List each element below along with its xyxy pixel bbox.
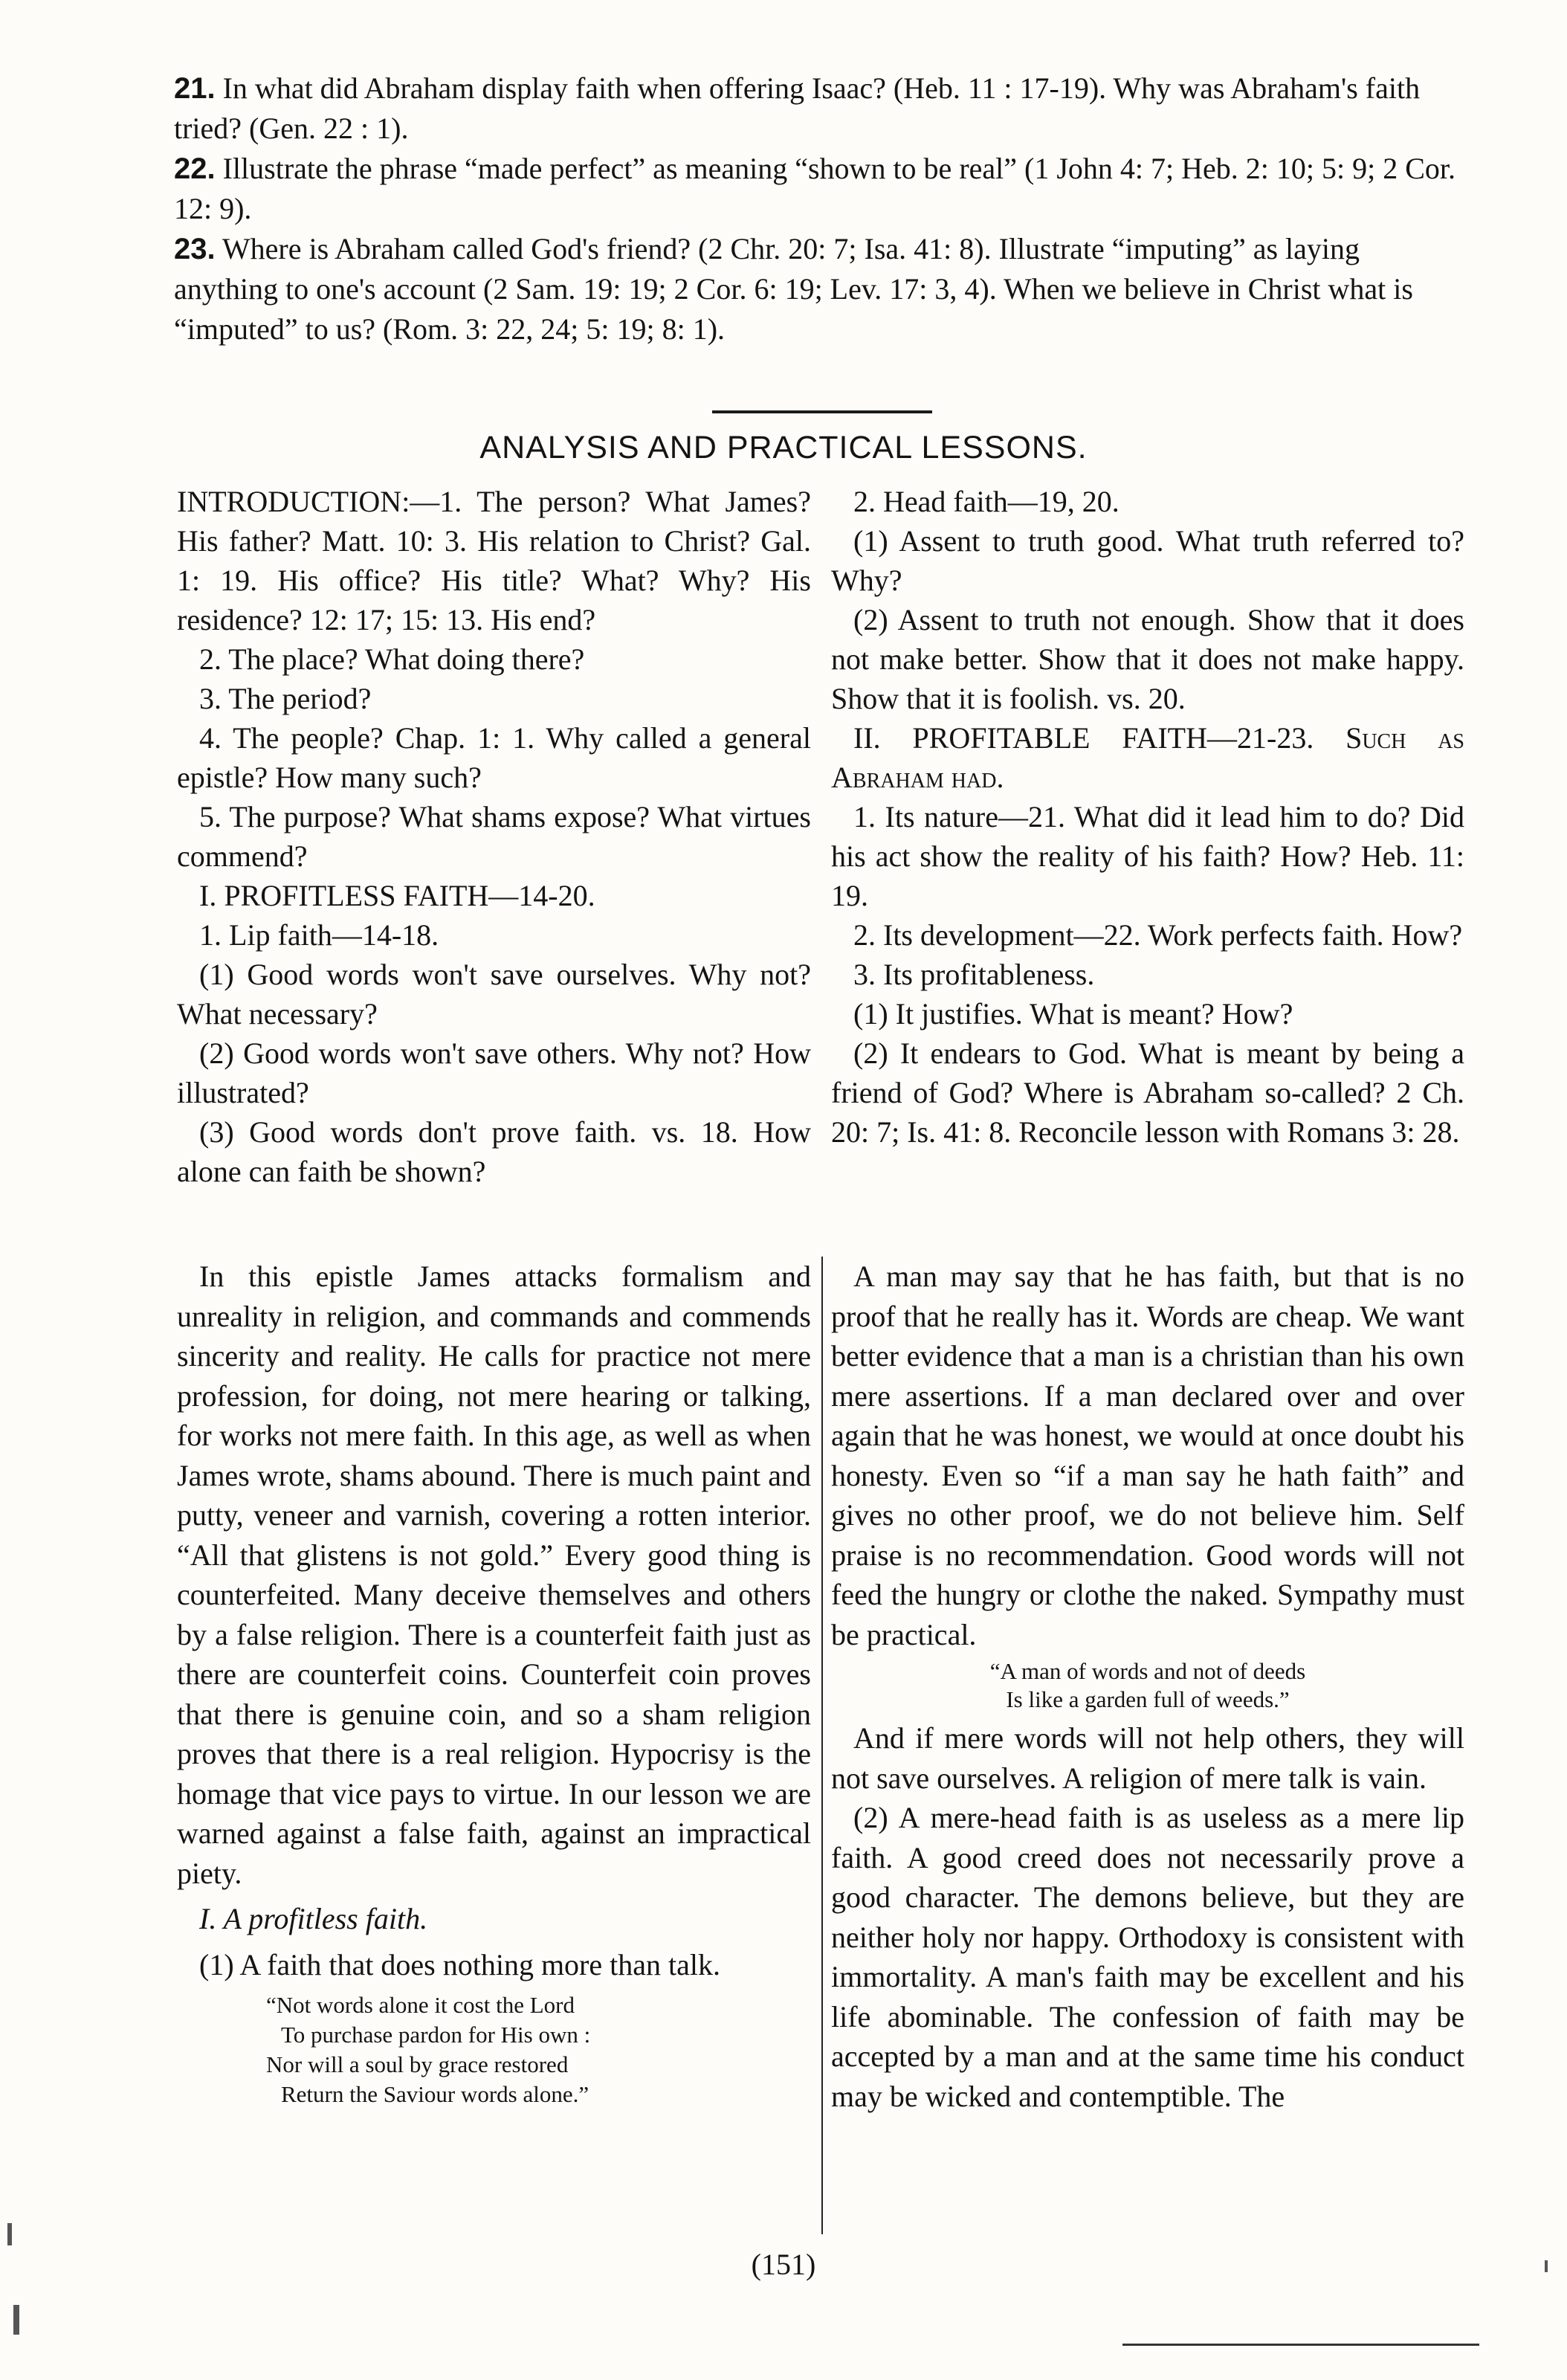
commentary-paragraph: And if mere words will not help others, they will not save ourselves. A religion of mere talk is vain. xyxy=(831,1721,1464,1795)
question-23 xyxy=(174,229,1461,349)
quoted-verse xyxy=(831,1657,1464,1714)
analysis-item: (1) Assent to truth good. What truth referred to? Why? xyxy=(831,524,1464,597)
analysis-left-column xyxy=(177,482,811,1191)
verse-line: “A man of words and not of deeds xyxy=(989,1658,1306,1684)
commentary-right-column xyxy=(831,1257,1464,2116)
analysis-item: (2) Good words won't save others. Why not? How illustrated? xyxy=(177,1036,811,1109)
analysis-item: 3. Its profitableness. xyxy=(853,958,1095,991)
analysis-item: 1. Lip faith—14-18. xyxy=(199,918,439,952)
section-divider xyxy=(712,410,932,413)
verse-line: Is like a garden full of weeds.” xyxy=(1006,1686,1290,1712)
question-text: Illustrate the phrase “made perfect” as meaning “shown to be real” (1 John 4: 7; Heb. 2: 10; 5: 9; 2 Cor. 12: 9). xyxy=(174,152,1456,225)
question-21 xyxy=(174,68,1461,149)
analysis-item: 5. The purpose? What shams expose? What virtues commend? xyxy=(177,800,811,873)
bottom-rule xyxy=(1122,2344,1479,2346)
analysis-item: (2) Assent to truth not enough. Show that it does not make better. Show that it does not make happy. Show that it is foolish. vs. 20. xyxy=(831,603,1464,715)
page-number: (151) xyxy=(751,2248,816,2281)
question-number: 21. xyxy=(174,72,216,105)
subsection-heading: I. A profitless faith. xyxy=(199,1902,428,1935)
section-heading: ANALYSIS AND PRACTICAL LESSONS. xyxy=(479,430,1088,465)
question-number: 22. xyxy=(174,152,216,185)
scan-mark xyxy=(13,2305,19,2335)
analysis-item: (2) It endears to God. What is meant by being a friend of God? Where is Abraham so-called? 2 Ch. 20: 7; Is. 41: 8. Reconcile lesson with Romans 3: 28. xyxy=(831,1036,1464,1149)
verse-line: Return the Saviour words alone.” xyxy=(281,2081,589,2107)
verse-line: Nor will a soul by grace restored xyxy=(266,2051,569,2077)
question-text: In what did Abraham display faith when offering Isaac? (Heb. 11 : 17-19). Why was Abraham's faith tried? (Gen. 22 : 1). xyxy=(174,71,1421,145)
analysis-item: 4. The people? Chap. 1: 1. Why called a general epistle? How many such? xyxy=(177,721,811,794)
commentary-paragraph: A man may say that he has faith, but that is no proof that he really has it. Words are cheap. We want better evidence that a man is a christian than his own mere assertions. If a man declared over and over again that he was honest, we would at once doubt his honesty. Even so “if a man say he hath faith” and gives no other proof, we do not believe him. Self praise is no recommendation. Good words will not feed the hungry or clothe the naked. Sympathy must be practical. xyxy=(831,1260,1464,1651)
question-number: 23. xyxy=(174,233,216,265)
question-22 xyxy=(174,149,1461,229)
subsection-text: (1) A faith that does nothing more than talk. xyxy=(199,1947,720,1981)
analysis-item: II. PROFITABLE FAITH—21-23. Such as Abraham had. xyxy=(831,721,1464,794)
commentary-left-column xyxy=(177,1257,811,2109)
quoted-verse xyxy=(266,1990,811,2109)
scan-mark xyxy=(7,2223,12,2245)
question-text: Where is Abraham called God's friend? (2 Chr. 20: 7; Isa. 41: 8). Illustrate “imputing” as laying anything to one's account (2 Sam. 19: 19; 2 Cor. 6: 19; Lev. 17: 3, 4). When we believe in Christ what is “imputed” to us? (Rom. 3: 22, 24; 5: 19; 8: 1). xyxy=(174,232,1413,346)
analysis-item: 2. Head faith—19, 20. xyxy=(853,485,1119,518)
analysis-item: I. PROFITLESS FAITH—14-20. xyxy=(199,879,595,912)
questions-block xyxy=(174,68,1461,349)
analysis-item: (3) Good words don't prove faith. vs. 18. How alone can faith be shown? xyxy=(177,1115,811,1188)
analysis-item: (1) Good words won't save ourselves. Why not? What necessary? xyxy=(177,958,811,1031)
commentary-paragraph: In this epistle James attacks formalism and unreality in religion, and commands and commends sincerity and reality. He calls for practice not mere profession, for doing, not mere hearing or talking, for works not mere faith. In this age, as well as when James wrote, shams abound. There is much paint and putty, veneer and varnish, covering a rotten interior. “All that glistens is not gold.” Every good thing is counterfeited. Many deceive themselves and others by a false religion. There is a counterfeit faith just as there are counterfeit coins. Counterfeit coin proves that there is genuine coin, and so a sham religion proves that there is a real religion. Hypocrisy is the homage that vice pays to virtue. In our lesson we are warned against a false faith, against an impractical piety. xyxy=(177,1260,811,1890)
analysis-item: 2. The place? What doing there? xyxy=(199,642,585,676)
analysis-item: 1. Its nature—21. What did it lead him to do? Did his act show the reality of his faith? How? Heb. 11: 19. xyxy=(831,800,1464,912)
analysis-item: INTRODUCTION:—1. The person? What James? His father? Matt. 10: 3. His relation to Christ? Gal. 1: 19. His office? His title? What? Why? His residence? 12: 17; 15: 13. His end? xyxy=(177,485,811,636)
analysis-item: (1) It justifies. What is meant? How? xyxy=(853,997,1293,1031)
commentary-paragraph: (2) A mere-head faith is as useless as a mere lip faith. A good creed does not necessarily prove a good character. The demons believe, but they are neither holy nor happy. Orthodoxy is consistent with immortality. A man's faith may be excellent and his life abominable. The confession of faith may be accepted by a man and at the same time his conduct may be wicked and contemptible. The xyxy=(831,1801,1464,2113)
verse-line: To purchase pardon for His own : xyxy=(281,2022,591,2048)
analysis-item: 3. The period? xyxy=(199,682,372,715)
scan-mark xyxy=(1545,2260,1548,2272)
analysis-right-column xyxy=(831,482,1464,1152)
column-divider xyxy=(821,1257,823,2234)
analysis-item: 2. Its development—22. Work perfects faith. How? xyxy=(853,918,1463,952)
verse-line: “Not words alone it cost the Lord xyxy=(266,1992,575,2018)
